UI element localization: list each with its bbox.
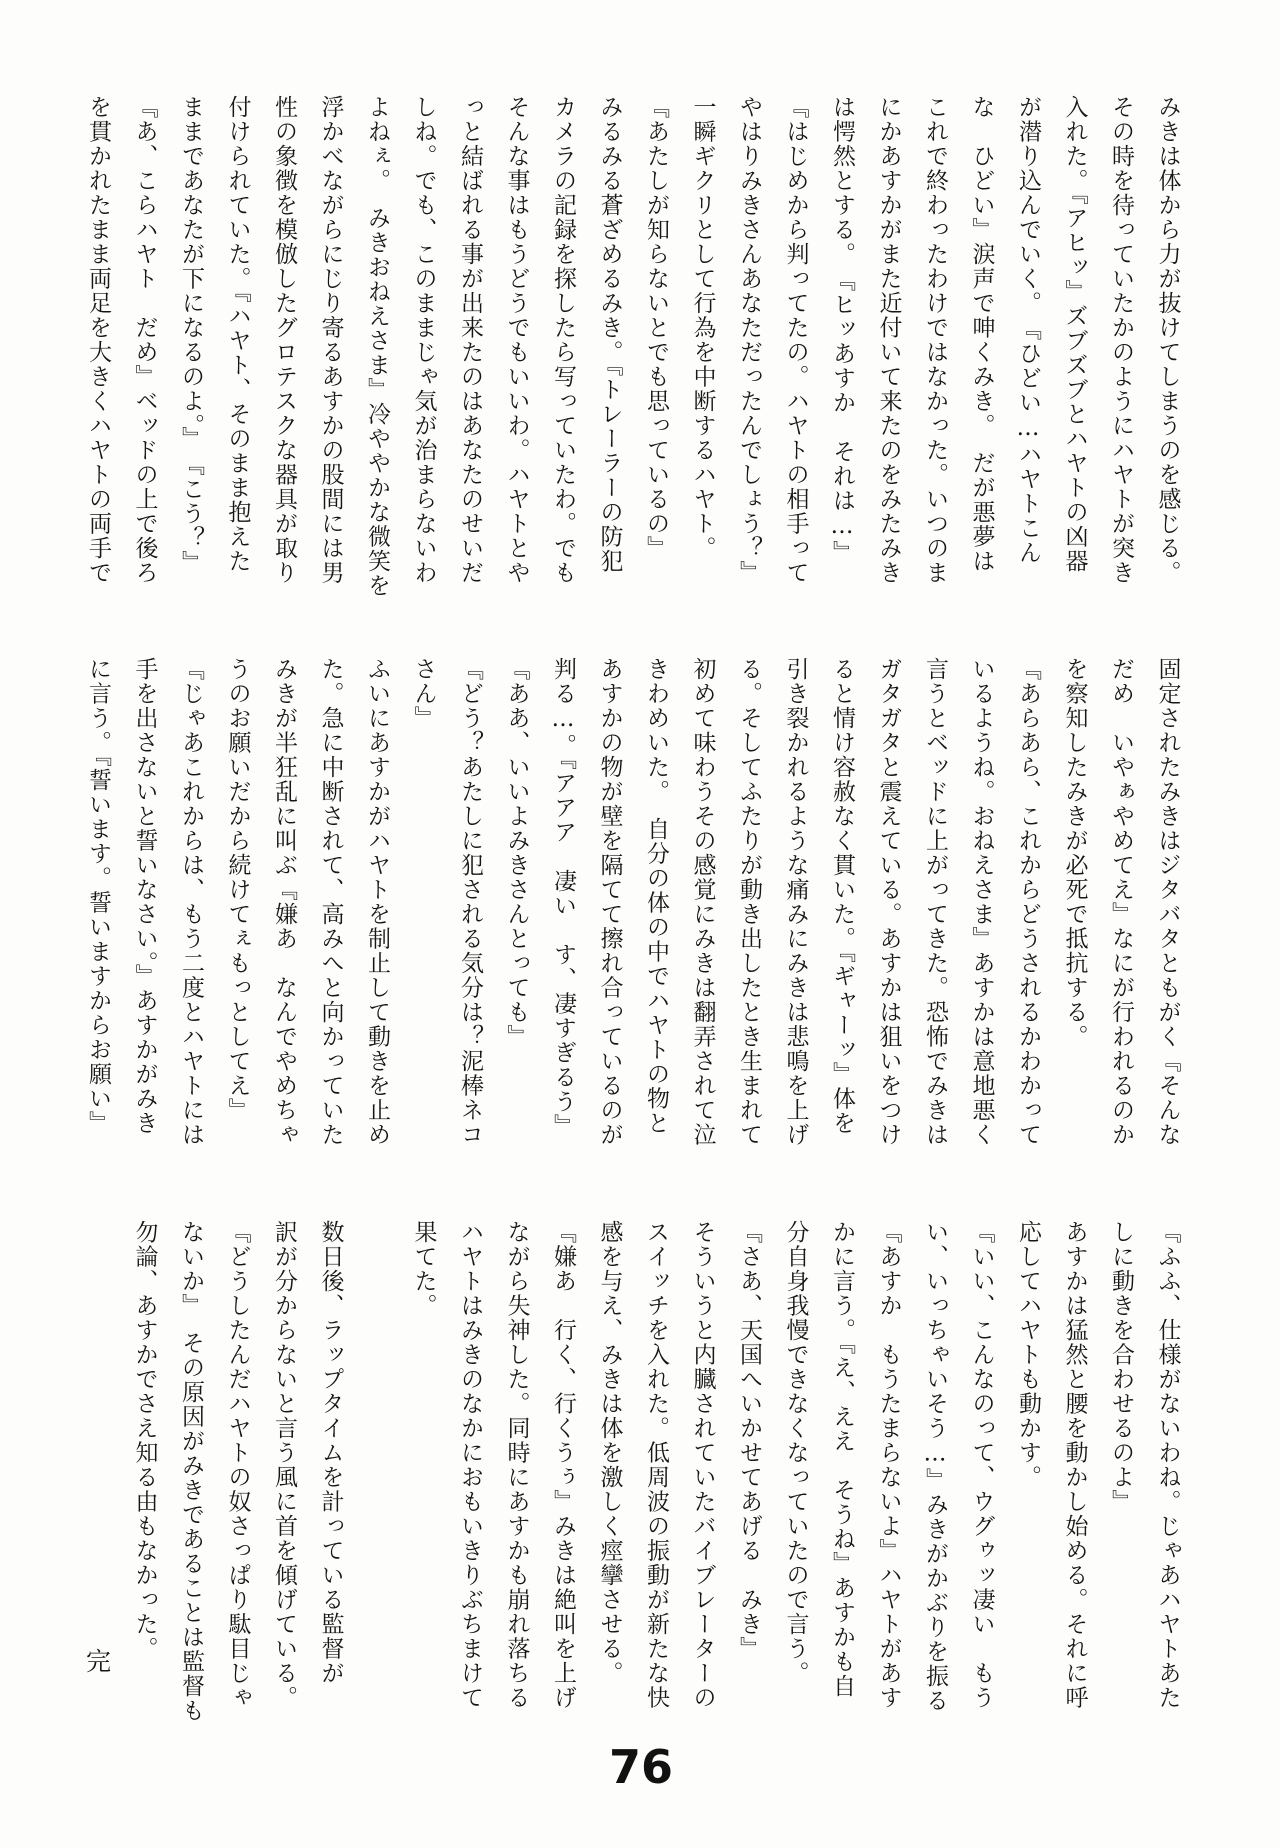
text-column: 『あらあら、これからどうされるかわかって xyxy=(1015,657,1041,1147)
text-column: よねぇ。 みきおねえさま』冷ややかな微笑を xyxy=(364,95,390,598)
text-column: い、いっちゃいそう…』みきがかぶりを振る xyxy=(922,1220,948,1713)
text-column: そんな事はもうどうでもいいわ。ハヤトとや xyxy=(503,95,530,585)
text-column: を察知したみきが必死で抵抗する。 xyxy=(1061,657,1088,1049)
text-column: 『嫌あ 行く、行くうぅ』みきは絶叫を上げ xyxy=(550,1220,576,1710)
text-column: ままであなたが下になるのよ。』 『こう？』 xyxy=(178,95,204,575)
text-column: 『あ、こらハヤト だめ』ベッドの上で後ろ xyxy=(131,95,158,585)
text-column: ふいにあすかがハヤトを制止して動きを止め xyxy=(364,657,390,1147)
text-column: 果てた。 xyxy=(410,1220,437,1318)
text-block-middle xyxy=(73,657,1190,1162)
text-column: 引き裂かれるような痛みにみきは悲鳴を上げ xyxy=(782,657,809,1147)
text-column: しに動きを合わせるのよ』 xyxy=(1108,1220,1134,1514)
text-column: を貫かれたまま両足を大きくハヤトの両手で xyxy=(85,95,111,585)
text-column: は愕然とする。 『ヒッあすか それは…』 xyxy=(829,95,855,565)
text-column: な ひどい』涙声で呻くみき。 だが悪夢は xyxy=(968,95,995,574)
text-column: に言う。『誓います。誓いますからお願い』 xyxy=(85,657,111,1136)
text-column: 『ふふ、仕様がないわね。じゃあハヤトあた xyxy=(1154,1220,1181,1710)
text-column: 『ああ、いいよみきさんとっても』 xyxy=(503,657,530,1049)
text-column: ないか』 その原因がみきであることは監督も xyxy=(178,1220,204,1723)
text-column: 入れた。『アヒッ』ズブズブとハヤトの凶器 xyxy=(1061,95,1088,574)
end-mark: 完 xyxy=(85,1647,111,1676)
page-number: 76 xyxy=(608,1740,673,1794)
text-column: 付けられていた。『ハヤト、そのまま抱えた xyxy=(224,95,251,574)
text-column: 勿論、あすかでさえ知る由もなかった。 xyxy=(131,1220,158,1661)
text-column: 性の象徴を模倣したグロテスクな器具が取り xyxy=(271,95,297,585)
text-column: 判る…。『アアア 凄い す、凄すぎるう』 xyxy=(550,657,576,1139)
text-column: きわめいた。 自分の体の中でハヤトの物と xyxy=(643,657,669,1136)
text-column: っと結ばれる事が出来たのはあなたのせいだ xyxy=(457,95,483,585)
text-column: ながら失神した。同時にあすかも崩れ落ちる xyxy=(503,1220,530,1710)
text-column: その時を待っていたかのようにハヤトが突き xyxy=(1108,95,1134,585)
text-column xyxy=(353,1220,400,1740)
text-block-bottom xyxy=(73,1220,1190,1740)
text-column: うのお願いだから続けてぇもっとしてえ』 xyxy=(224,657,251,1123)
text-column: 『あすか もうたまらないよ』ハヤトがあす xyxy=(875,1220,902,1710)
text-column: 『どうしたんだハヤトの奴さっぱり駄目じゃ xyxy=(224,1220,251,1710)
text-column: にかあすかがまた近付いて来たのをみたみき xyxy=(875,95,902,585)
text-column: 数日後、ラップタイムを計っている監督が xyxy=(317,1220,344,1686)
text-column: みきは体から力が抜けてしまうのを感じる。 xyxy=(1154,95,1181,585)
text-column: しね。でも、このままじゃ気が治まらないわ xyxy=(410,95,437,585)
text-column: だめ いやぁやめてえ』なにが行われるのか xyxy=(1108,657,1134,1147)
text-column: あすかの物が壁を隔てて擦れ合っているのが xyxy=(596,657,623,1147)
text-column: ガタガタと震えている。あすかは狙いをつけ xyxy=(875,657,902,1147)
text-column: やはりみきさんあなただったんでしょう？』 xyxy=(736,95,762,585)
text-column: 『はじめから判ってたの。ハヤトの相手って xyxy=(782,95,809,585)
text-column: 『いい、こんなのって、ウグゥッ凄い もう xyxy=(968,1220,995,1710)
text-column: みきが半狂乱に叫ぶ『嫌あ なんでやめちゃ xyxy=(271,657,297,1147)
text-column: いるようね。おねえさま』あすかは意地悪く xyxy=(968,657,995,1147)
text-column: スイッチを入れた。低周波の振動が新たな快 xyxy=(643,1220,669,1710)
text-column: これで終わったわけではなかった。いつのま xyxy=(922,95,948,585)
text-column: みるみる蒼ざめるみき。『トレーラーの防犯 xyxy=(596,95,623,574)
text-column: ると情け容赦なく貫いた。『ギャーッ』体を xyxy=(829,657,855,1136)
text-column: さん』 xyxy=(410,657,437,731)
text-column: 訳が分からないと言う風に首を傾げている。 xyxy=(271,1220,297,1710)
text-column: 『じゃあこれからは、もう二度とハヤトには xyxy=(178,657,204,1147)
text-column: 言うとベッドに上がってきた。恐怖でみきは xyxy=(922,657,948,1147)
text-block-top xyxy=(73,95,1190,615)
text-column: 一瞬ギクリとして行為を中断するハヤト。 xyxy=(689,95,716,561)
text-column: 『あたしが知らないとでも思っているの』 xyxy=(643,95,669,561)
text-column: そういうと内臓されていたバイブレーターの xyxy=(689,1220,716,1710)
text-column: あすかは猛然と腰を動かし始める。それに呼 xyxy=(1061,1220,1088,1710)
text-column: かに言う。『え、ええ そうね』あすかも自 xyxy=(829,1220,855,1699)
text-column: 固定されたみきはジタバタともがく『そんな xyxy=(1154,657,1181,1147)
text-column: 初めて味わうその感覚にみきは翻弄されて泣 xyxy=(689,657,716,1147)
text-column: 応してハヤトも動かす。 xyxy=(1015,1220,1041,1490)
text-column: る。そしてふたりが動き出したとき生まれて xyxy=(736,657,762,1147)
text-column: 『どう？あたしに犯される気分は？泥棒ネコ xyxy=(457,657,483,1147)
text-column: 感を与え、みきは体を激しく痙攣させる。 xyxy=(596,1220,623,1686)
text-column: 浮かべながらにじり寄るあすかの股間には男 xyxy=(317,95,344,585)
text-column: が潜り込んでいく。 『ひどい…ハヤトこん xyxy=(1015,95,1041,565)
text-column: 『さあ、天国へいかせてあげる みき』 xyxy=(736,1220,762,1661)
text-column: ハヤトはみきのなかにおもいきりぶちまけて xyxy=(457,1220,483,1710)
text-column: 分自身我慢できなくなっていたので言う。 xyxy=(782,1220,809,1686)
text-column: た。急に中断されて、高みへと向かっていた xyxy=(317,657,344,1147)
text-column: 手を出さないと誓いなさい。』あすかがみき xyxy=(131,657,158,1136)
text-column: カメラの記録を探したら写っていたわ。でも xyxy=(550,95,576,585)
